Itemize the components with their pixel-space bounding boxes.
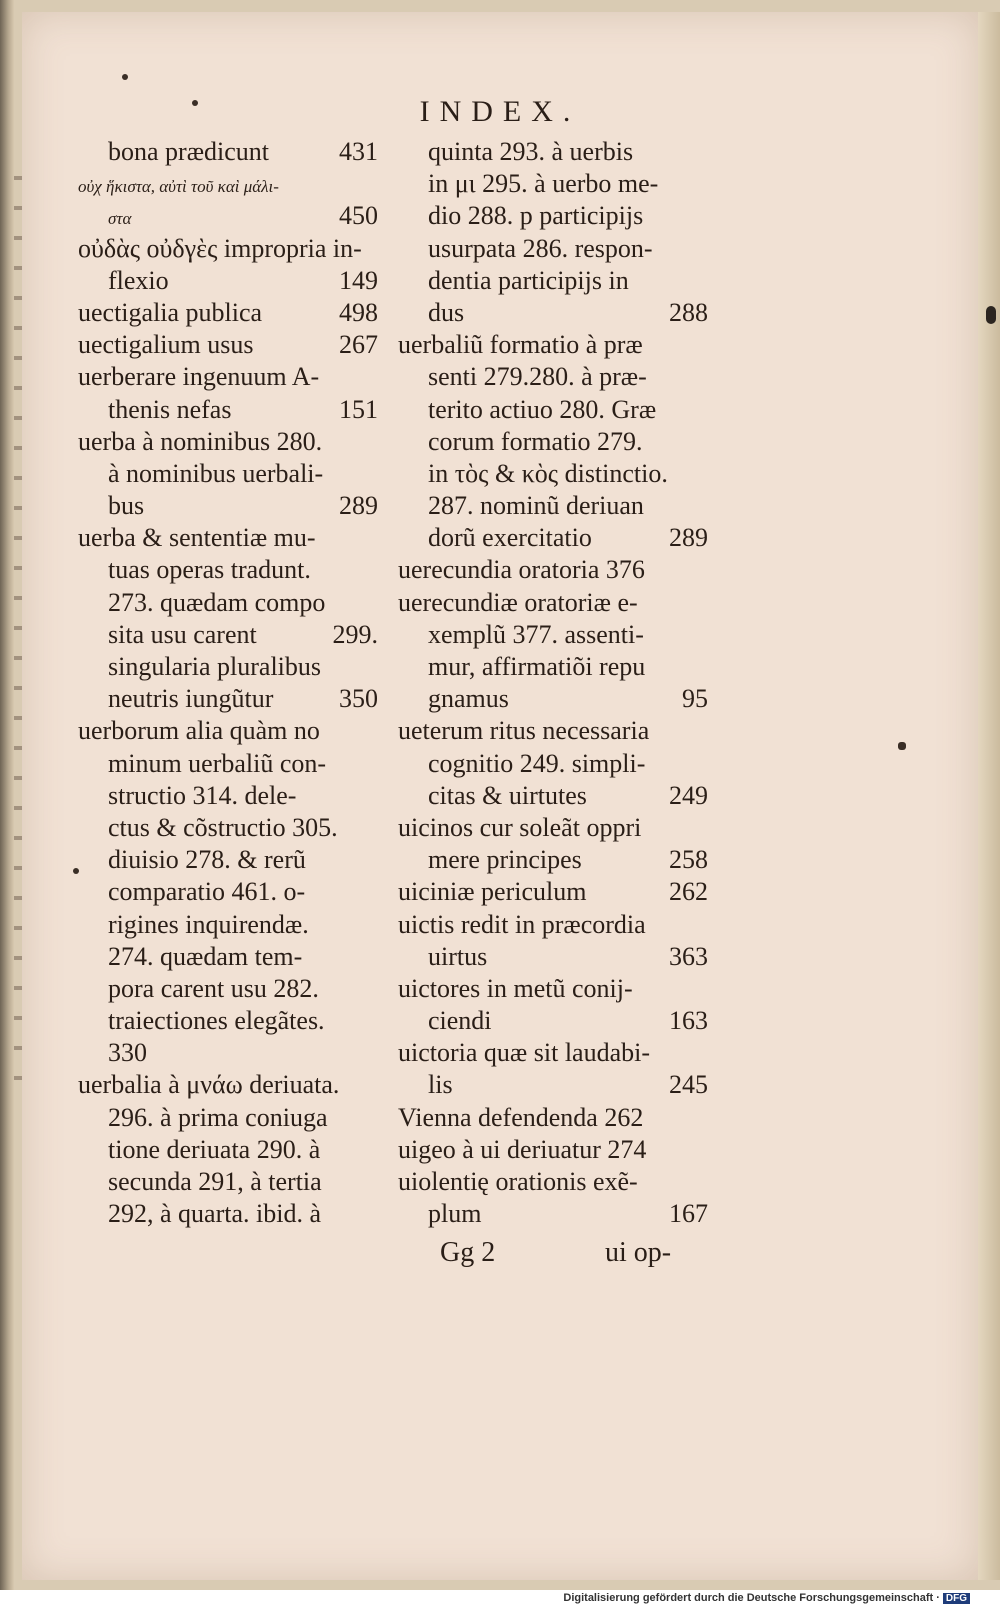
index-entry-text: senti 279.280. à præ- bbox=[428, 362, 647, 392]
index-entry-text: uerba & sententiæ mu- bbox=[78, 523, 316, 553]
index-line bbox=[398, 265, 708, 297]
index-entry-text: sita usu carent bbox=[108, 619, 257, 649]
index-entry-text: singularia pluralibus bbox=[108, 652, 322, 681]
index-column-right bbox=[398, 136, 708, 1230]
index-entry-text: secunda 291, à tertia bbox=[108, 1167, 322, 1196]
index-entry-text: dus bbox=[428, 297, 465, 327]
index-line bbox=[78, 748, 378, 780]
index-line bbox=[78, 265, 378, 297]
index-entry-text: uiciniæ periculum bbox=[398, 877, 587, 907]
index-entry-text: uiolentię orationis exẽ- bbox=[398, 1167, 638, 1196]
index-line bbox=[78, 1037, 378, 1069]
index-line bbox=[398, 780, 708, 812]
index-entry-text: tuas operas tradunt. bbox=[108, 555, 311, 585]
index-line bbox=[398, 909, 708, 941]
index-line bbox=[398, 490, 708, 522]
index-entry-text: στα bbox=[108, 209, 132, 229]
index-line bbox=[398, 458, 708, 490]
index-entry-text: bona prædicunt bbox=[108, 137, 270, 166]
index-entry-text: in τὸς & κὸς distinctio. bbox=[428, 458, 668, 488]
index-line bbox=[398, 1037, 708, 1069]
index-page-number: 299. bbox=[332, 619, 378, 649]
index-entry-text: terito actiuo 280. Græ bbox=[428, 394, 657, 424]
page-clip bbox=[986, 306, 996, 324]
index-line bbox=[78, 619, 378, 651]
index-line bbox=[78, 1102, 378, 1134]
index-line bbox=[78, 522, 378, 554]
index-page-number: 249 bbox=[669, 780, 708, 810]
index-line bbox=[78, 168, 378, 200]
index-page-number: 262 bbox=[669, 877, 708, 907]
index-entry-text: mur, affirmatiõi repu bbox=[428, 652, 646, 681]
index-entry-text: dorũ exercitatio bbox=[428, 523, 592, 553]
signature-mark: Gg 2 bbox=[440, 1237, 496, 1268]
index-entry-text: lis bbox=[428, 1070, 453, 1100]
index-page-number: 431 bbox=[339, 137, 378, 166]
index-entry-text: ciendi bbox=[428, 1006, 492, 1036]
index-entry-text: gnamus bbox=[428, 684, 509, 714]
page-edges bbox=[978, 12, 1000, 1580]
index-column-left bbox=[78, 136, 378, 1230]
index-page-number: 95 bbox=[682, 684, 708, 714]
index-line bbox=[398, 1166, 708, 1198]
index-entry-text: traiectiones elegãtes. bbox=[108, 1006, 325, 1036]
index-entry-text: uerba à nominibus 280. bbox=[78, 426, 323, 456]
index-line bbox=[398, 651, 708, 683]
index-entry-text: uerbalia à μνάω deriuata. bbox=[78, 1070, 340, 1100]
index-page-number: 350 bbox=[339, 684, 378, 714]
index-entry-text: uerecundia oratoria 376 bbox=[398, 555, 645, 585]
digitization-credit bbox=[563, 1592, 970, 1604]
index-entry-text: flexio bbox=[108, 265, 169, 295]
index-page-number: 289 bbox=[669, 523, 708, 553]
index-line bbox=[78, 458, 378, 490]
index-line bbox=[398, 136, 708, 168]
index-page-number: 163 bbox=[669, 1006, 708, 1036]
index-line bbox=[78, 909, 378, 941]
page-header: INDEX. bbox=[419, 95, 581, 128]
index-line bbox=[78, 812, 378, 844]
index-entry-text: uicinos cur soleãt oppri bbox=[398, 812, 642, 842]
index-line bbox=[78, 554, 378, 586]
index-line bbox=[398, 1102, 708, 1134]
index-line bbox=[398, 1198, 708, 1230]
index-line bbox=[78, 1166, 378, 1198]
book-spine bbox=[0, 0, 14, 1590]
index-entry-text: uirtus bbox=[428, 941, 488, 971]
index-page-number: 363 bbox=[669, 941, 708, 971]
index-entry-text: uerecundiæ oratoriæ e- bbox=[398, 587, 638, 617]
index-entry-text: 287. nominũ deriuan bbox=[428, 491, 644, 521]
index-page-number: 167 bbox=[669, 1199, 708, 1229]
index-page-number: 498 bbox=[339, 297, 378, 327]
index-line bbox=[78, 233, 378, 265]
index-line bbox=[78, 973, 378, 1005]
index-entry-text: usurpata 286. respon- bbox=[428, 233, 653, 263]
index-entry-text: 273. quædam compo bbox=[108, 587, 326, 617]
index-entry-text: uigeo à ui deriuatur 274 bbox=[398, 1134, 647, 1164]
index-line bbox=[398, 715, 708, 747]
index-line bbox=[398, 619, 708, 651]
index-line bbox=[398, 522, 708, 554]
index-line bbox=[78, 329, 378, 361]
index-entry-text: 292, à quarta. ibid. à bbox=[108, 1199, 321, 1229]
index-line bbox=[398, 1069, 708, 1101]
index-entry-text: uerborum alia quàm no bbox=[78, 716, 320, 746]
index-line bbox=[398, 844, 708, 876]
index-entry-text: plum bbox=[428, 1199, 482, 1229]
index-line bbox=[398, 973, 708, 1005]
index-line bbox=[398, 168, 708, 200]
index-page-number: 149 bbox=[339, 265, 378, 295]
index-entry-text: rigines inquirendæ. bbox=[108, 909, 309, 939]
credit-text: Digitalisierung gefördert durch die Deutsche Forschungsgemeinschaft · bbox=[563, 1592, 940, 1604]
index-entry-text: minum uerbaliũ con- bbox=[108, 748, 327, 778]
index-entry-text: ueterum ritus necessaria bbox=[398, 716, 650, 746]
index-page-number: 258 bbox=[669, 845, 708, 875]
index-entry-text: pora carent usu 282. bbox=[108, 973, 319, 1003]
index-line bbox=[78, 361, 378, 393]
index-entry-text: uerberare ingenuum A- bbox=[78, 362, 320, 392]
index-entry-text: à nominibus uerbali- bbox=[108, 458, 324, 488]
index-line bbox=[78, 651, 378, 683]
index-entry-text: dio 288. p participijs bbox=[428, 201, 644, 231]
index-entry-text: citas & uirtutes bbox=[428, 780, 587, 810]
index-line bbox=[78, 780, 378, 812]
index-line bbox=[78, 1198, 378, 1230]
index-entry-text: 296. à prima coniuga bbox=[108, 1102, 328, 1132]
index-page-number: 288 bbox=[669, 297, 708, 327]
index-line bbox=[78, 715, 378, 747]
index-line bbox=[78, 1134, 378, 1166]
index-page-number: 450 bbox=[339, 201, 378, 231]
index-line bbox=[78, 297, 378, 329]
ink-spot bbox=[898, 742, 906, 750]
dfg-logo: DFG bbox=[943, 1593, 970, 1604]
index-page-number: 151 bbox=[339, 394, 378, 424]
index-entry-text: xemplũ 377. assenti- bbox=[428, 619, 644, 649]
index-entry-text: corum formatio 279. bbox=[428, 426, 643, 456]
index-line bbox=[398, 876, 708, 908]
index-entry-text: cognitio 249. simpli- bbox=[428, 748, 646, 778]
index-line bbox=[398, 1134, 708, 1166]
index-page-number: 289 bbox=[339, 491, 378, 521]
page-footer bbox=[398, 1237, 708, 1271]
index-entry-text: in μι 295. à uerbo me- bbox=[428, 169, 659, 199]
index-entry-text: uictis redit in præcordia bbox=[398, 909, 646, 939]
index-entry-text: uectigalia publica bbox=[78, 297, 263, 327]
index-page-number: 245 bbox=[669, 1070, 708, 1100]
index-line bbox=[78, 394, 378, 426]
index-line bbox=[398, 554, 708, 586]
index-line bbox=[398, 426, 708, 458]
index-entry-text: bus bbox=[108, 491, 145, 521]
index-page-number: 267 bbox=[339, 330, 378, 360]
index-line bbox=[398, 683, 708, 715]
index-entry-text: uictores in metũ conij- bbox=[398, 973, 633, 1003]
index-entry-text: structio 314. dele- bbox=[108, 780, 297, 810]
index-line bbox=[398, 394, 708, 426]
ink-spot bbox=[122, 74, 128, 80]
index-entry-text: 274. quædam tem- bbox=[108, 941, 303, 971]
index-entry-text: uictoria quæ sit laudabi- bbox=[398, 1038, 651, 1068]
index-entry-text: mere principes bbox=[428, 845, 582, 875]
index-line bbox=[78, 426, 378, 458]
index-line bbox=[78, 136, 378, 168]
index-line bbox=[78, 490, 378, 522]
index-line bbox=[78, 200, 378, 232]
index-line bbox=[398, 329, 708, 361]
index-line bbox=[78, 941, 378, 973]
index-entry-text: οὐχ ἥκιστα, αὐτὶ τοῦ καὶ μάλι- bbox=[78, 177, 279, 197]
index-entry-text: comparatio 461. o- bbox=[108, 877, 306, 907]
index-entry-text: 330 bbox=[108, 1038, 147, 1068]
index-entry-text: Vienna defendenda 262 bbox=[398, 1102, 644, 1132]
index-entry-text: neutris iungũtur bbox=[108, 684, 274, 714]
index-line bbox=[78, 683, 378, 715]
index-line bbox=[78, 844, 378, 876]
index-line bbox=[78, 1069, 378, 1101]
index-line bbox=[78, 876, 378, 908]
index-entry-text: quinta 293. à uerbis bbox=[428, 137, 634, 166]
index-line bbox=[398, 812, 708, 844]
index-line bbox=[78, 1005, 378, 1037]
index-line bbox=[78, 587, 378, 619]
index-entry-text: uerbaliũ formatio à præ bbox=[398, 330, 643, 360]
index-entry-text: thenis nefas bbox=[108, 394, 232, 424]
catchword: ui op- bbox=[605, 1237, 672, 1268]
index-line bbox=[398, 233, 708, 265]
index-entry-text: ctus & cõstructio 305. bbox=[108, 812, 338, 842]
index-line bbox=[398, 587, 708, 619]
index-entry-text: diuisio 278. & rerũ bbox=[108, 845, 306, 875]
index-entry-text: uectigalium usus bbox=[78, 330, 254, 360]
index-line bbox=[398, 748, 708, 780]
index-entry-text: οὐδὰς οὐδγὲς impropria in- bbox=[78, 233, 362, 263]
index-entry-text: tione deriuata 290. à bbox=[108, 1134, 321, 1164]
index-entry-text: dentia participijs in bbox=[428, 265, 629, 295]
index-line bbox=[398, 200, 708, 232]
index-line bbox=[398, 1005, 708, 1037]
index-line bbox=[398, 361, 708, 393]
index-line bbox=[398, 941, 708, 973]
index-line bbox=[398, 297, 708, 329]
